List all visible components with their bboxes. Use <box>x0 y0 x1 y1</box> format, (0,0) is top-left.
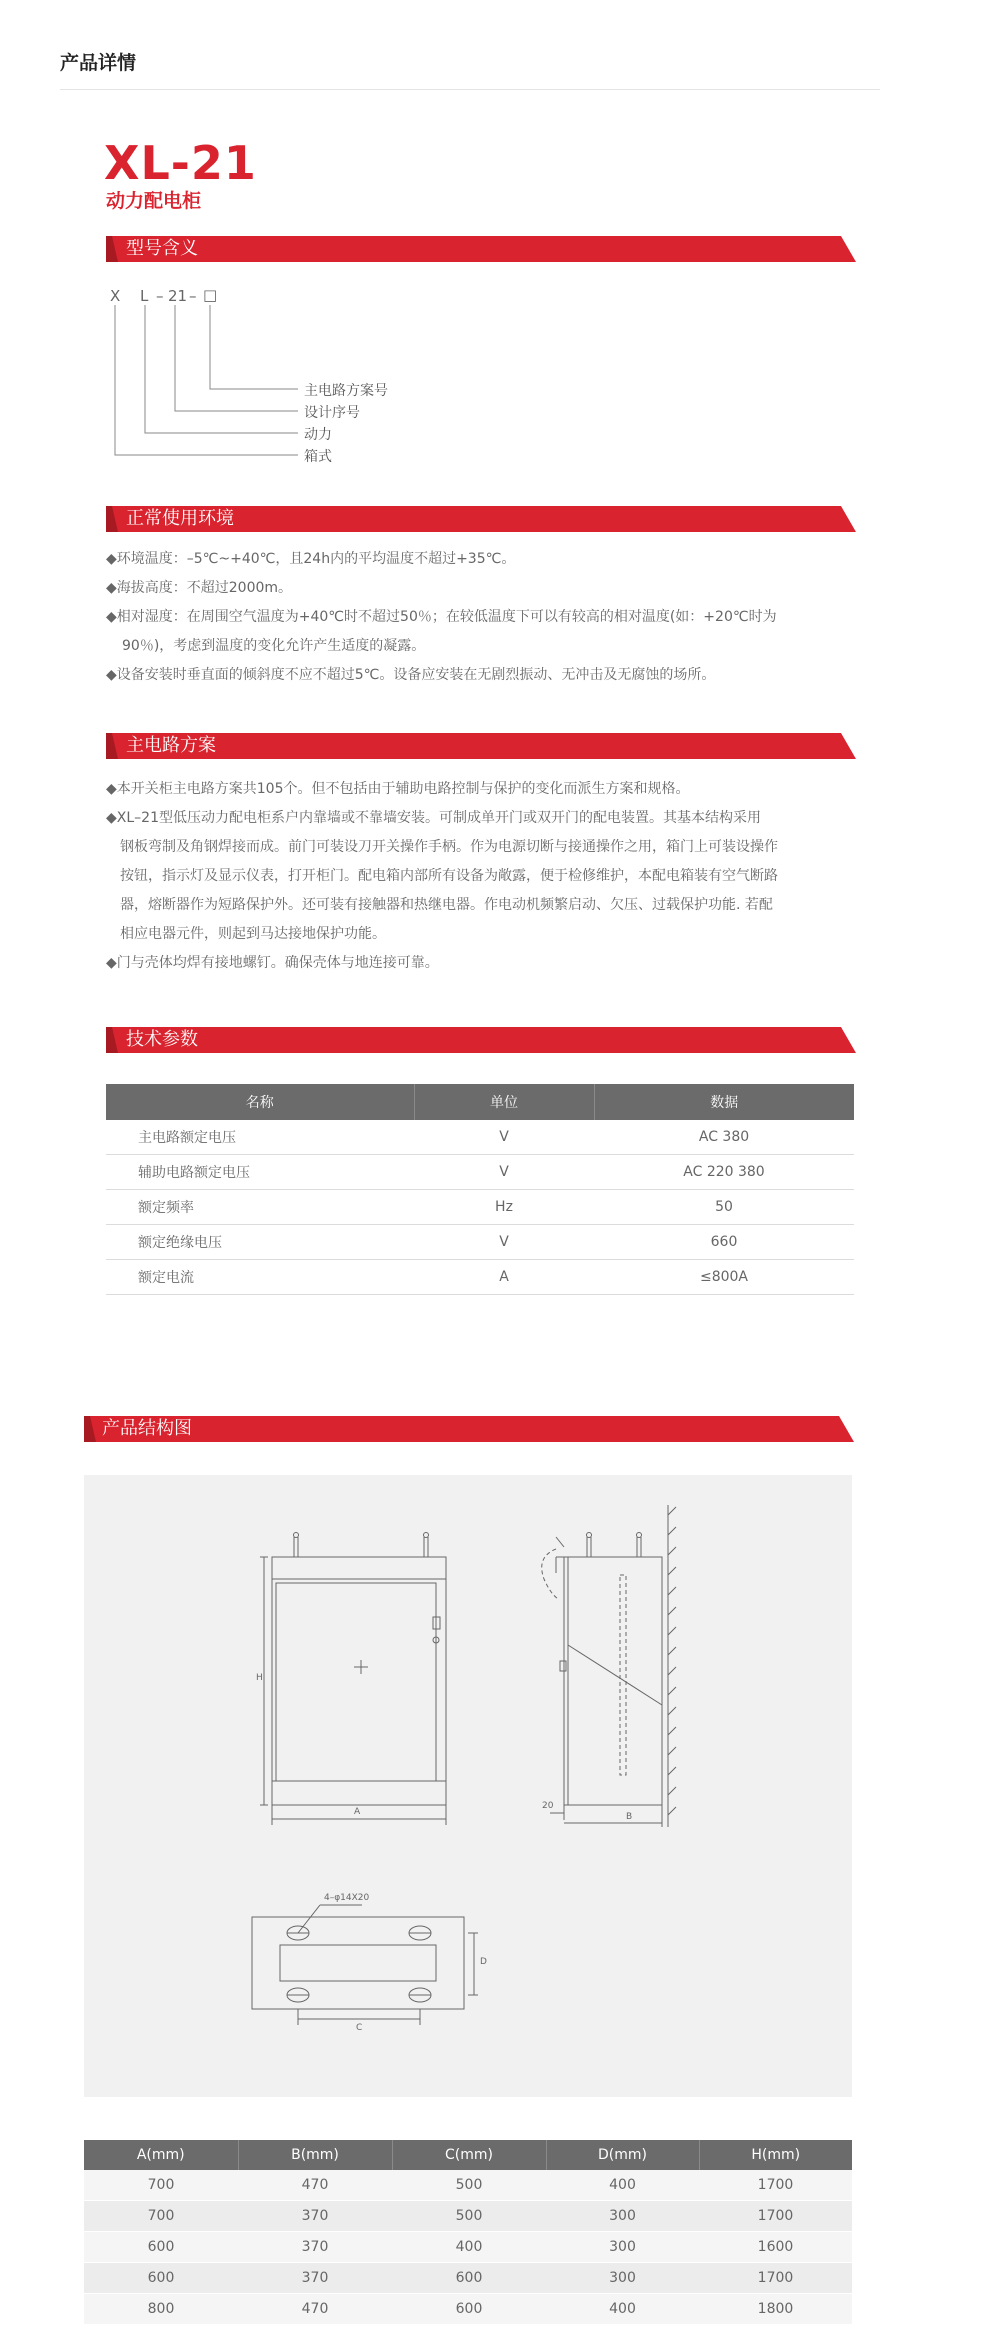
section-bar-shape <box>106 1027 856 1053</box>
paragraph-line: 按钮，指示灯及显示仪表，打开柜门。配电箱内部所有设备为敞露，便于检修维护，本配电箱装有空气断路 <box>120 868 778 884</box>
table-cell: Hz <box>414 1190 594 1225</box>
table-cell: 1700 <box>699 2201 852 2232</box>
table-cell: 1800 <box>699 2294 852 2325</box>
paragraph-line: 相应电器元件，则起到马达接地保护功能。 <box>120 926 386 942</box>
section-title-structure: 产品结构图 <box>102 1418 192 1439</box>
table-cell: 800 <box>84 2294 238 2325</box>
model-meaning-label: 主电路方案号 <box>304 383 388 399</box>
paragraph-line: ◆本开关柜主电路方案共105个。但不包括由于辅助电路控制与保护的变化而派生方案和规格。 <box>106 781 690 797</box>
title-divider <box>60 89 880 90</box>
paragraph-line: ◆相对湿度：在周围空气温度为+40℃时不超过50％；在较低温度下可以有较高的相对温度(如：+20℃时为 <box>106 609 777 625</box>
table-cell: 辅助电路额定电压 <box>106 1155 414 1190</box>
section-title-circuit: 主电路方案 <box>126 735 216 756</box>
table-cell: 300 <box>546 2201 699 2232</box>
table-cell: AC 380 <box>594 1120 854 1155</box>
cabinet-drawing <box>84 1475 852 2097</box>
table-row <box>106 1155 854 1190</box>
table-cell: 1700 <box>699 2170 852 2201</box>
column-header: A(mm) <box>84 2140 238 2170</box>
table-row <box>106 1225 854 1260</box>
table-cell: 470 <box>238 2170 392 2201</box>
table-cell: 400 <box>546 2294 699 2325</box>
table-cell: 300 <box>546 2232 699 2263</box>
dim-label-d: D <box>480 1957 487 1967</box>
dim-label-c: C <box>356 2023 363 2033</box>
column-header: H(mm) <box>699 2140 852 2170</box>
section-title-environment: 正常使用环境 <box>126 508 234 529</box>
table-row <box>84 2294 852 2325</box>
table-cell: 额定频率 <box>106 1190 414 1225</box>
dim-label-h: H <box>256 1673 263 1683</box>
tech-params-table <box>106 1084 854 1295</box>
table-cell: 600 <box>392 2294 546 2325</box>
table-cell: 额定绝缘电压 <box>106 1225 414 1260</box>
table-row <box>106 1190 854 1225</box>
model-code-char: L <box>140 287 149 305</box>
section-header-model <box>106 236 856 262</box>
table-cell: 400 <box>546 2170 699 2201</box>
table-cell: 370 <box>238 2232 392 2263</box>
model-code-char: □ <box>203 286 218 304</box>
section-header-environment <box>106 506 856 532</box>
dim-label-a: A <box>354 1807 361 1817</box>
column-header: 单位 <box>414 1084 594 1120</box>
section-title-model: 型号含义 <box>126 238 198 259</box>
paragraph-line: ◆环境温度：–5℃~+40℃，且24h内的平均温度不超过+35℃。 <box>106 551 516 567</box>
table-cell: 600 <box>84 2263 238 2294</box>
dim-label-hole: 4–φ14X20 <box>324 1893 370 1903</box>
table-header-row <box>84 2140 852 2170</box>
table-cell: A <box>414 1260 594 1295</box>
table-cell: 370 <box>238 2263 392 2294</box>
table-cell: V <box>414 1120 594 1155</box>
table-cell: 700 <box>84 2170 238 2201</box>
model-meaning-label: 动力 <box>304 427 332 443</box>
table-cell: 1600 <box>699 2232 852 2263</box>
model-code-char: – <box>156 287 164 305</box>
table-row <box>106 1260 854 1295</box>
section-title-tech: 技术参数 <box>126 1029 198 1050</box>
dim-label-b: B <box>626 1812 633 1822</box>
model-code-leader-lines <box>100 305 320 470</box>
table-cell: 470 <box>238 2294 392 2325</box>
structure-diagram <box>84 1475 852 2097</box>
table-cell: 500 <box>392 2170 546 2201</box>
table-cell: 370 <box>238 2201 392 2232</box>
table-cell: 660 <box>594 1225 854 1260</box>
table-cell: 500 <box>392 2201 546 2232</box>
paragraph-line: ◆XL–21型低压动力配电柜系户内靠墙或不靠墙安装。可制成单开门或双开门的配电装置。其基本结构采用 <box>106 810 761 826</box>
paragraph-line: ◆设备安装时垂直面的倾斜度不应不超过5℃。设备应安装在无剧烈振动、无冲击及无腐蚀的场所。 <box>106 667 716 683</box>
dim-label-offset: 20 <box>542 1801 554 1811</box>
paragraph-line: ◆门与壳体均焊有接地螺钉。确保壳体与地连接可靠。 <box>106 955 439 971</box>
section-bar-shape <box>106 236 856 262</box>
page-title: 产品详情 <box>60 52 137 74</box>
model-code-char: X <box>110 287 121 305</box>
model-meaning-label: 设计序号 <box>304 405 360 421</box>
section-bar-shape <box>84 1416 854 1442</box>
model-meaning-label: 箱式 <box>304 449 332 465</box>
product-name: 动力配电柜 <box>106 190 202 212</box>
column-header: D(mm) <box>546 2140 699 2170</box>
table-cell: AC 220 380 <box>594 1155 854 1190</box>
section-header-circuit <box>106 733 856 759</box>
table-header-row <box>106 1084 854 1120</box>
table-cell: 额定电流 <box>106 1260 414 1295</box>
model-code-char: – <box>189 287 197 305</box>
table-cell: 700 <box>84 2201 238 2232</box>
table-cell: V <box>414 1225 594 1260</box>
table-cell: 300 <box>546 2263 699 2294</box>
paragraph-line: 器，熔断器作为短路保护外。还可装有接触器和热继电器。作电动机频繁启动、欠压、过载保护功能. 若配 <box>120 897 773 913</box>
paragraph-line: 钢板弯制及角钢焊接而成。前门可装设刀开关操作手柄。作为电源切断与接通操作之用，箱门上可装设操作 <box>120 839 778 855</box>
section-bar-shape <box>106 733 856 759</box>
table-cell: V <box>414 1155 594 1190</box>
table-cell: 600 <box>392 2263 546 2294</box>
table-row <box>84 2170 852 2201</box>
table-cell: 50 <box>594 1190 854 1225</box>
table-row <box>84 2263 852 2294</box>
model-code-char: 21 <box>168 287 188 305</box>
table-row <box>84 2201 852 2232</box>
table-cell: ≤800A <box>594 1260 854 1295</box>
product-code: XL-21 <box>104 136 257 190</box>
paragraph-line: ◆海拔高度：不超过2000m。 <box>106 580 293 596</box>
table-row <box>106 1120 854 1155</box>
dimension-table <box>84 2140 852 2325</box>
column-header: 名称 <box>106 1084 414 1120</box>
section-header-structure <box>84 1416 854 1442</box>
paragraph-line: 90％)，考虑到温度的变化允许产生适度的凝露。 <box>122 638 426 654</box>
column-header: 数据 <box>594 1084 854 1120</box>
table-cell: 600 <box>84 2232 238 2263</box>
table-row <box>84 2232 852 2263</box>
column-header: B(mm) <box>238 2140 392 2170</box>
table-cell: 400 <box>392 2232 546 2263</box>
table-cell: 主电路额定电压 <box>106 1120 414 1155</box>
table-cell: 1700 <box>699 2263 852 2294</box>
column-header: C(mm) <box>392 2140 546 2170</box>
section-header-tech <box>106 1027 856 1053</box>
